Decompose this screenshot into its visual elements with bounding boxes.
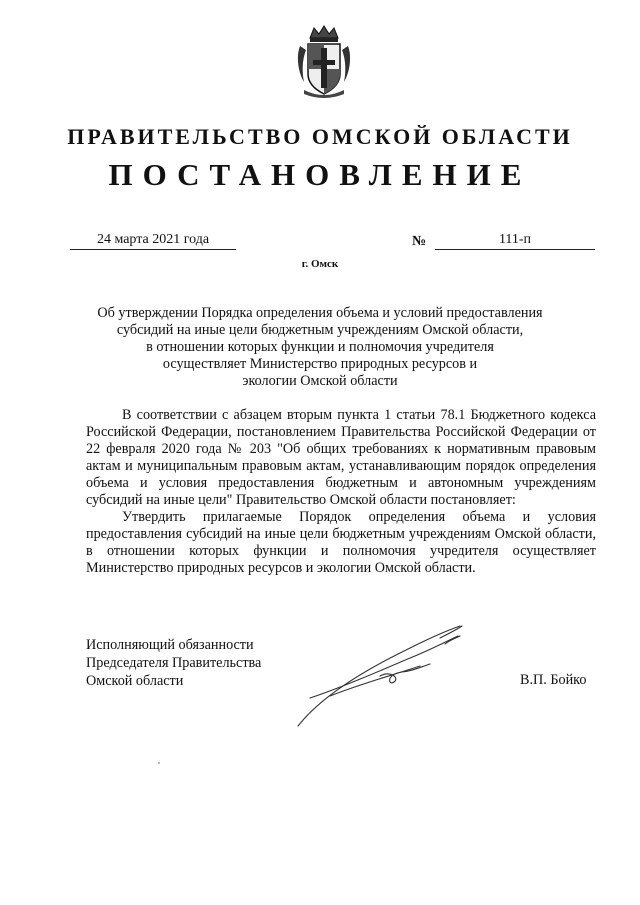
document-subject (90, 305, 550, 390)
number-label: № (412, 234, 427, 249)
signer-position (86, 636, 261, 690)
subject-line: осуществляет Министерство природных ресурсов и (162, 356, 478, 372)
signer-name: В.П. Бойко (520, 672, 587, 688)
government-title: ПРАВИТЕЛЬСТВО ОМСКОЙ ОБЛАСТИ (67, 124, 573, 149)
body-paragraph: В соответствии с абзацем вторым пункта 1 статьи 78.1 Бюджетного кодекса Российской Федерации, постановлением Правительства Российской Федерации от 22 февраля 2020 года № 203 "Об общих требованиях к нормативным правовым актам и муниципальным правовым актам, устанавливающим порядок определения объема и условия предоставления бюджетным и автономным учреждениям субсидий на иные цели" Правительство Омской области постановляет: (86, 407, 596, 508)
document-body (86, 407, 596, 577)
scan-speck (158, 762, 160, 764)
signer-position-line: Исполняющий обязанности (86, 637, 254, 653)
document-date: 24 марта 2021 года (70, 232, 236, 250)
subject-line: экологии Омской области (242, 373, 398, 389)
subject-line: в отношении которых функции и полномочия учредителя (146, 339, 494, 355)
signer-position-line: Омской области (86, 673, 184, 689)
subject-line: субсидий на иные цели бюджетным учреждениям Омской области, (116, 322, 524, 338)
body-paragraph: Утвердить прилагаемые Порядок определения объема и условия предоставления субсидий на иные цели бюджетным учреждениям Омской области, в отношении которых функции и полномочия учредителя осуществляет Министерство природных ресурсов и экологии Омской области. (86, 509, 596, 576)
city-label: г. Омск (301, 258, 339, 270)
document-number: 111-п (435, 232, 595, 250)
document-type-title: ПОСТАНОВЛЕНИЕ (108, 157, 532, 192)
signature-icon (290, 618, 470, 733)
coat-of-arms-icon (294, 24, 354, 100)
signer-position-line: Председателя Правительства (86, 655, 262, 671)
subject-line: Об утверждении Порядка определения объема и условий предоставления (97, 305, 543, 321)
